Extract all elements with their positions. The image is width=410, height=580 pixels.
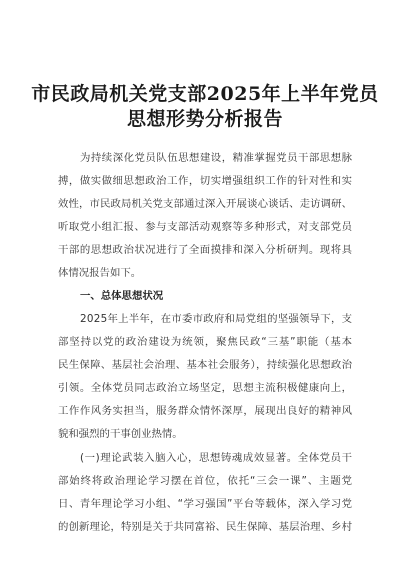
document-title-line-2: 思想形势分析报告 (126, 108, 283, 130)
intro-line: 听取党小组汇报、参与支部活动观察等多种形式，对支部党员 (58, 221, 353, 233)
section1-line: 2025年上半年，在市委市政府和局党组的坚强领导下，支 (80, 313, 353, 325)
intro-line: 效性，市民政局机关党支部通过深入开展谈心谈话、走访调研、 (58, 198, 353, 210)
section1-line: 部坚持以党的政治建设为统领，聚焦民政“三基”职能（基本 (58, 336, 353, 348)
section1-line: 引领。全体党员同志政治立场坚定，思想主流积极健康向上， (58, 382, 353, 394)
document-title-line-1: 市民政局机关党支部2025年上半年党员 (31, 83, 379, 105)
subsection1-line: 部始终将政治理论学习摆在首位，依托“三会一课”、主题党 (58, 475, 353, 487)
section1-line: 工作作风务实担当，服务群众情怀深厚，展现出良好的精神风 (58, 405, 353, 417)
section-heading: 一、总体思想状况 (80, 290, 164, 302)
section1-line: 民生保障、基层社会治理、基本社会服务），持续强化思想政治 (58, 359, 353, 371)
intro-line: 干部的思想政治状况进行了全面摸排和深入分析研判。现将具 (58, 244, 353, 256)
intro-line: 为持续深化党员队伍思想建设，精准掌握党员干部思想脉 (80, 152, 353, 164)
subsection1-line: 的创新理论，特别是关于共同富裕、民生保障、基层治理、乡村 (58, 521, 353, 533)
intro-line: 体情况报告如下。 (58, 267, 142, 279)
subsection1-line: 日、青年理论学习小组、“学习强国”平台等载体，深入学习党 (58, 498, 353, 510)
intro-line: 搏，做实做细思想政治工作，切实增强组织工作的针对性和实 (58, 175, 353, 187)
section1-line: 貌和强烈的干事创业热情。 (58, 428, 183, 440)
subsection1-line: (一)理论武装入脑入心，思想铸魂成效显著。全体党员干 (80, 452, 353, 464)
